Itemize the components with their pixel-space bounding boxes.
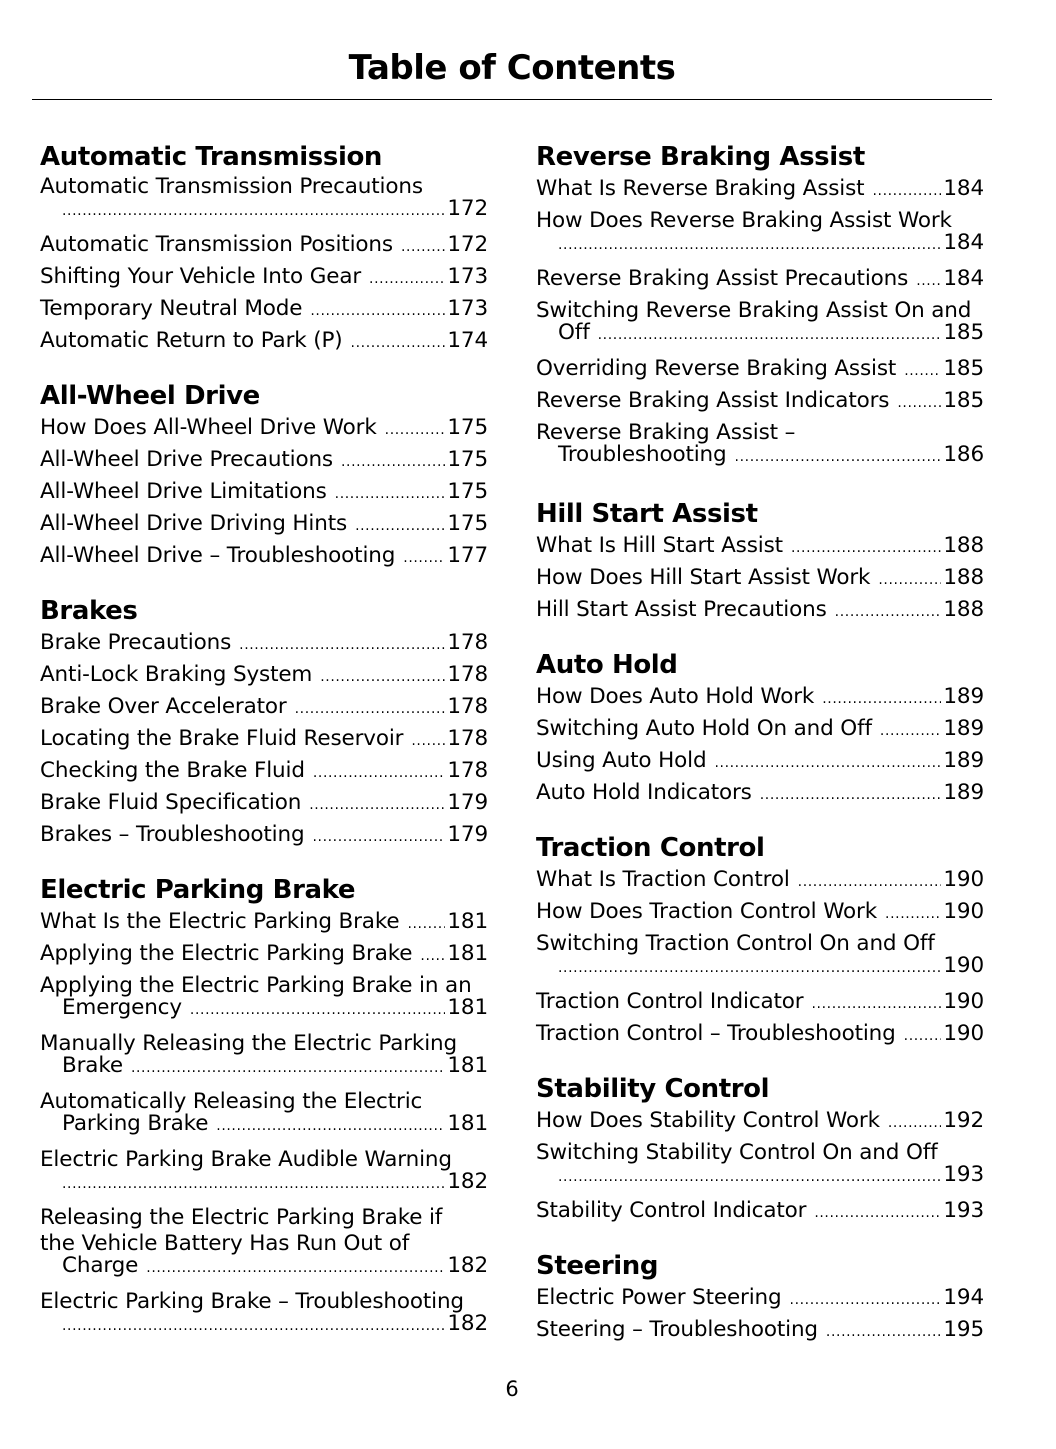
entry-title: Brakes – Troubleshooting	[40, 822, 305, 847]
entry-title: Brake Precautions	[40, 630, 232, 655]
entry-page-number: 181	[447, 1111, 488, 1136]
entry-title: What Is Reverse Braking Assist	[536, 176, 865, 201]
toc-entry-what-is-reverse-braking-assist[interactable]	[536, 174, 984, 206]
entry-page-number: 186	[943, 442, 984, 467]
entry-row	[40, 939, 488, 971]
entry-title: Locating the Brake Fluid Reservoir	[40, 726, 404, 751]
entry-row	[40, 1313, 488, 1337]
dot-leader	[822, 682, 941, 714]
toc-section-hill-start-assist	[536, 499, 984, 627]
entry-row	[536, 386, 984, 418]
toc-entry-applying-the-electric-parking-brake-in-an-emergency[interactable]	[40, 975, 488, 1029]
section-heading: Automatic Transmission	[40, 142, 383, 172]
toc-entry-stability-control-indicator[interactable]	[536, 1196, 984, 1228]
entry-row	[536, 987, 984, 1019]
entry-page-number: 190	[943, 953, 984, 978]
toc-section-auto-hold	[536, 650, 984, 810]
toc-entry-electric-parking-brake-audible-warning[interactable]	[40, 1149, 488, 1203]
toc-entry-how-does-stability-control-work[interactable]	[536, 1106, 984, 1138]
dot-leader	[407, 907, 445, 939]
toc-entry-hill-start-assist-precautions[interactable]	[536, 595, 984, 627]
section-heading: Hill Start Assist	[536, 499, 758, 529]
entry-page-number: 188	[943, 565, 984, 590]
entry-title-line: the Vehicle Battery Has Run Out of	[40, 1231, 410, 1256]
toc-section-all-wheel-drive	[40, 381, 488, 573]
entry-page-number: 189	[943, 684, 984, 709]
toc-entry-releasing-the-electric-parking-brake-if-the-vehicle-battery-has-run-out-of-charge[interactable]	[40, 1207, 488, 1287]
toc-entry-how-does-auto-hold-work[interactable]	[536, 682, 984, 714]
toc-entry-switching-reverse-braking-assist-on-and-off[interactable]	[536, 300, 984, 354]
entry-title: All-Wheel Drive Precautions	[40, 447, 333, 472]
dot-leader	[312, 820, 445, 852]
entry-title: Automatic Transmission Positions	[40, 232, 393, 257]
entry-page-number: 193	[943, 1162, 984, 1187]
entry-page-number: 190	[943, 899, 984, 924]
entry-page-number: 179	[447, 790, 488, 815]
toc-right-column	[536, 142, 984, 1370]
toc-section-traction-control	[536, 833, 984, 1051]
entry-title: Brake Over Accelerator	[40, 694, 287, 719]
toc-entry-shifting-your-vehicle-into-gear[interactable]	[40, 262, 488, 294]
toc-entry-all-wheel-drive-limitations[interactable]	[40, 477, 488, 509]
entry-row	[40, 294, 488, 326]
section-heading: Auto Hold	[536, 650, 678, 680]
dot-leader	[411, 724, 445, 756]
entry-row	[40, 509, 488, 541]
entry-page-number: 189	[943, 780, 984, 805]
entry-row	[536, 1283, 984, 1315]
toc-entry-reverse-braking-assist-precautions[interactable]	[536, 264, 984, 296]
entry-title: Applying the Electric Parking Brake	[40, 941, 413, 966]
dot-leader	[904, 1019, 942, 1051]
entry-title-line: Applying the Electric Parking Brake in an	[40, 973, 472, 998]
entry-page-number: 189	[943, 716, 984, 741]
section-heading: Traction Control	[536, 833, 765, 863]
toc-section-automatic-transmission	[40, 142, 488, 358]
dot-leader	[558, 955, 941, 979]
toc-entry-electric-power-steering[interactable]	[536, 1283, 984, 1315]
toc-entry-switching-traction-control-on-and-off[interactable]	[536, 933, 984, 987]
dot-leader	[351, 326, 446, 358]
dot-leader	[885, 897, 941, 929]
entry-row	[40, 1171, 488, 1195]
entry-row	[536, 1315, 984, 1347]
entry-row	[40, 230, 488, 262]
toc-entry-switching-auto-hold-on-and-off[interactable]	[536, 714, 984, 746]
entry-title: How Does Auto Hold Work	[536, 684, 815, 709]
toc-entry-how-does-all-wheel-drive-work[interactable]	[40, 413, 488, 445]
entry-page-number: 190	[943, 867, 984, 892]
toc-entry-anti-lock-braking-system[interactable]	[40, 660, 488, 692]
entry-title-line: Electric Parking Brake Audible Warning	[40, 1147, 452, 1172]
section-heading: Brakes	[40, 596, 138, 626]
toc-entry-reverse-braking-assist-troubleshooting[interactable]	[536, 422, 984, 476]
dot-leader	[355, 509, 445, 541]
entry-title: All-Wheel Drive Driving Hints	[40, 511, 348, 536]
dot-leader	[904, 354, 941, 386]
entry-row	[40, 1255, 488, 1279]
entry-page-number: 178	[447, 758, 488, 783]
dot-leader	[790, 1283, 942, 1315]
entry-page-number: 190	[943, 1021, 984, 1046]
dot-leader	[313, 756, 446, 788]
entry-title-line: Automatically Releasing the Electric	[40, 1089, 423, 1114]
entry-title-line: How Does Reverse Braking Assist Work	[536, 208, 952, 233]
entry-title-line: Electric Parking Brake – Troubleshooting	[40, 1289, 464, 1314]
section-heading: Reverse Braking Assist	[536, 142, 865, 172]
dot-leader	[791, 531, 941, 563]
entry-row	[40, 262, 488, 294]
dot-leader	[341, 445, 445, 477]
title-divider	[32, 99, 992, 100]
toc-entry-auto-hold-indicators[interactable]	[536, 778, 984, 810]
entry-title: Parking Brake	[62, 1111, 209, 1136]
entry-title: How Does Traction Control Work	[536, 899, 878, 924]
entry-page-number: 182	[447, 1169, 488, 1194]
dot-leader	[403, 541, 445, 573]
entry-page-number: 172	[447, 196, 488, 221]
entry-title-line: Switching Reverse Braking Assist On and	[536, 298, 972, 323]
entry-page-number: 179	[447, 822, 488, 847]
dot-leader	[295, 692, 446, 724]
entry-row	[40, 660, 488, 692]
dot-leader	[239, 628, 445, 660]
entry-title: Overriding Reverse Braking Assist	[536, 356, 897, 381]
entry-title: Shifting Your Vehicle Into Gear	[40, 264, 362, 289]
section-heading: All-Wheel Drive	[40, 381, 260, 411]
entry-row	[40, 724, 488, 756]
toc-entry-applying-the-electric-parking-brake[interactable]	[40, 939, 488, 971]
entry-row	[536, 531, 984, 563]
entry-row	[536, 232, 984, 256]
entry-row	[536, 322, 984, 346]
entry-page-number: 189	[943, 748, 984, 773]
dot-leader	[916, 264, 941, 296]
entry-row	[40, 541, 488, 573]
entry-page-number: 181	[447, 941, 488, 966]
dot-leader	[598, 322, 942, 346]
entry-title: Reverse Braking Assist Indicators	[536, 388, 890, 413]
entry-page-number: 175	[447, 479, 488, 504]
entry-page-number: 193	[943, 1198, 984, 1223]
entry-title: Checking the Brake Fluid	[40, 758, 305, 783]
dot-leader	[760, 778, 942, 810]
entry-title: Switching Auto Hold On and Off	[536, 716, 872, 741]
toc-section-brakes	[40, 596, 488, 852]
page-title: Table of Contents	[348, 48, 676, 88]
entry-title: Anti-Lock Braking System	[40, 662, 313, 687]
entry-title: What Is Traction Control	[536, 867, 790, 892]
toc-entry-manually-releasing-the-electric-parking-brake[interactable]	[40, 1033, 488, 1087]
toc-entry-locating-the-brake-fluid-reservoir[interactable]	[40, 724, 488, 756]
dot-leader	[320, 660, 445, 692]
entry-title-line: Releasing the Electric Parking Brake if	[40, 1205, 443, 1230]
dot-leader	[420, 939, 445, 971]
entry-row	[40, 997, 488, 1021]
dot-leader	[146, 1255, 445, 1279]
entry-page-number: 188	[943, 597, 984, 622]
entry-page-number: 177	[447, 543, 488, 568]
dot-leader	[401, 230, 445, 262]
entry-page-number: 184	[943, 176, 984, 201]
toc-section-stability-control	[536, 1074, 984, 1228]
entry-page-number: 175	[447, 511, 488, 536]
toc-entry-all-wheel-drive-troubleshooting[interactable]	[40, 541, 488, 573]
entry-page-number: 192	[943, 1108, 984, 1133]
entry-title: Auto Hold Indicators	[536, 780, 752, 805]
entry-page-number: 181	[447, 1053, 488, 1078]
entry-title: Reverse Braking Assist Precautions	[536, 266, 909, 291]
entry-page-number: 173	[447, 264, 488, 289]
entry-row	[40, 1113, 488, 1137]
page-number: 6	[505, 1377, 519, 1401]
entry-row	[536, 714, 984, 746]
toc-entry-how-does-reverse-braking-assist-work[interactable]	[536, 210, 984, 264]
dot-leader	[878, 563, 941, 595]
toc-entry-what-is-the-electric-parking-brake[interactable]	[40, 907, 488, 939]
entry-page-number: 178	[447, 630, 488, 655]
entry-title: Charge	[62, 1253, 139, 1278]
entry-title: What Is Hill Start Assist	[536, 533, 783, 558]
toc-section-electric-parking-brake	[40, 875, 488, 1345]
entry-page-number: 182	[447, 1311, 488, 1336]
entry-page-number: 181	[447, 995, 488, 1020]
entry-row	[40, 692, 488, 724]
entry-page-number: 181	[447, 909, 488, 934]
entry-title: What Is the Electric Parking Brake	[40, 909, 400, 934]
entry-row	[536, 1164, 984, 1188]
entry-row	[536, 897, 984, 929]
dot-leader	[385, 413, 446, 445]
dot-leader	[190, 997, 445, 1021]
entry-row	[536, 1019, 984, 1051]
entry-title-line: Switching Traction Control On and Off	[536, 931, 935, 956]
toc-section-steering	[536, 1251, 984, 1347]
toc-entry-brake-precautions[interactable]	[40, 628, 488, 660]
entry-page-number: 194	[943, 1285, 984, 1310]
entry-row	[536, 1196, 984, 1228]
toc-entry-reverse-braking-assist-indicators[interactable]	[536, 386, 984, 418]
entry-title: Using Auto Hold	[536, 748, 707, 773]
entry-page-number: 175	[447, 447, 488, 472]
dot-leader	[880, 714, 941, 746]
entry-title: Steering – Troubleshooting	[536, 1317, 818, 1342]
entry-title: How Does All-Wheel Drive Work	[40, 415, 377, 440]
toc-entry-automatic-return-to-park-p[interactable]	[40, 326, 488, 358]
entry-row	[40, 477, 488, 509]
entry-row	[536, 682, 984, 714]
entry-page-number: 178	[447, 726, 488, 751]
entry-title: How Does Stability Control Work	[536, 1108, 880, 1133]
dot-leader	[62, 1171, 445, 1195]
dot-leader	[62, 198, 445, 222]
entry-title-line: Switching Stability Control On and Off	[536, 1140, 938, 1165]
entry-row	[40, 820, 488, 852]
section-heading: Steering	[536, 1251, 659, 1281]
entry-title: Stability Control Indicator	[536, 1198, 807, 1223]
dot-leader	[835, 595, 942, 627]
toc-entry-brakes-troubleshooting[interactable]	[40, 820, 488, 852]
section-heading: Stability Control	[536, 1074, 770, 1104]
entry-row	[40, 445, 488, 477]
entry-row	[536, 563, 984, 595]
entry-title: Automatic Return to Park (P)	[40, 328, 343, 353]
entry-title: Temporary Neutral Mode	[40, 296, 303, 321]
entry-row	[536, 955, 984, 979]
dot-leader	[558, 1164, 941, 1188]
dot-leader	[814, 1196, 941, 1228]
toc-entry-all-wheel-drive-precautions[interactable]	[40, 445, 488, 477]
entry-title: How Does Hill Start Assist Work	[536, 565, 871, 590]
toc-entry-switching-stability-control-on-and-off[interactable]	[536, 1142, 984, 1196]
toc-entry-how-does-hill-start-assist-work[interactable]	[536, 563, 984, 595]
entry-title: Traction Control – Troubleshooting	[536, 1021, 896, 1046]
toc-section-reverse-braking-assist	[536, 142, 984, 476]
entry-row	[536, 1106, 984, 1138]
dot-leader	[714, 746, 941, 778]
toc-entry-checking-the-brake-fluid[interactable]	[40, 756, 488, 788]
dot-leader	[62, 1313, 445, 1337]
entry-page-number: 185	[943, 320, 984, 345]
dot-leader	[872, 174, 941, 206]
dot-leader	[310, 294, 445, 326]
entry-title: Electric Power Steering	[536, 1285, 782, 1310]
entry-title: Troubleshooting	[558, 442, 727, 467]
entry-page-number: 182	[447, 1253, 488, 1278]
entry-page-number: 188	[943, 533, 984, 558]
entry-page-number: 175	[447, 415, 488, 440]
entry-row	[536, 354, 984, 386]
entry-title-line: Reverse Braking Assist –	[536, 420, 796, 445]
toc-entry-steering-troubleshooting[interactable]	[536, 1315, 984, 1347]
entry-title: Brake Fluid Specification	[40, 790, 302, 815]
dot-leader	[826, 1315, 941, 1347]
entry-page-number: 195	[943, 1317, 984, 1342]
entry-page-number: 190	[943, 989, 984, 1014]
entry-title-line: Automatic Transmission Precautions	[40, 174, 423, 199]
entry-row	[40, 907, 488, 939]
entry-row	[536, 174, 984, 206]
toc-entry-automatic-transmission-positions[interactable]	[40, 230, 488, 262]
entry-page-number: 185	[943, 388, 984, 413]
entry-row	[536, 444, 984, 468]
toc-entry-overriding-reverse-braking-assist[interactable]	[536, 354, 984, 386]
entry-row	[40, 756, 488, 788]
dot-leader	[309, 788, 445, 820]
entry-title-line: Manually Releasing the Electric Parking	[40, 1031, 458, 1056]
toc-entry-using-auto-hold[interactable]	[536, 746, 984, 778]
entry-page-number: 184	[943, 230, 984, 255]
entry-row	[40, 198, 488, 222]
dot-leader	[798, 865, 942, 897]
toc-entry-what-is-traction-control[interactable]	[536, 865, 984, 897]
entry-row	[40, 628, 488, 660]
dot-leader	[897, 386, 941, 418]
toc-entry-brake-over-accelerator[interactable]	[40, 692, 488, 724]
entry-title: Off	[558, 320, 590, 345]
entry-row	[536, 595, 984, 627]
entry-title: All-Wheel Drive – Troubleshooting	[40, 543, 396, 568]
entry-page-number: 173	[447, 296, 488, 321]
toc-entry-what-is-hill-start-assist[interactable]	[536, 531, 984, 563]
toc-entry-temporary-neutral-mode[interactable]	[40, 294, 488, 326]
dot-leader	[735, 444, 942, 468]
entry-page-number: 174	[447, 328, 488, 353]
dot-leader	[812, 987, 942, 1019]
toc-entry-traction-control-troubleshooting[interactable]	[536, 1019, 984, 1051]
toc-entry-how-does-traction-control-work[interactable]	[536, 897, 984, 929]
dot-leader	[369, 262, 445, 294]
dot-leader	[131, 1055, 445, 1079]
dot-leader	[888, 1106, 942, 1138]
entry-title: Emergency	[62, 995, 182, 1020]
toc-entry-all-wheel-drive-driving-hints[interactable]	[40, 509, 488, 541]
entry-title: Hill Start Assist Precautions	[536, 597, 827, 622]
dot-leader	[216, 1113, 445, 1137]
entry-page-number: 178	[447, 694, 488, 719]
entry-row	[536, 264, 984, 296]
section-heading: Electric Parking Brake	[40, 875, 356, 905]
entry-title: All-Wheel Drive Limitations	[40, 479, 327, 504]
entry-row	[40, 326, 488, 358]
toc-left-column	[40, 142, 488, 1368]
entry-row	[536, 746, 984, 778]
dot-leader	[558, 232, 941, 256]
toc-entry-electric-parking-brake-troubleshooting[interactable]	[40, 1291, 488, 1345]
entry-page-number: 178	[447, 662, 488, 687]
dot-leader	[335, 477, 446, 509]
entry-row	[40, 413, 488, 445]
toc-entry-traction-control-indicator[interactable]	[536, 987, 984, 1019]
toc-entry-brake-fluid-specification[interactable]	[40, 788, 488, 820]
entry-row	[536, 778, 984, 810]
entry-page-number: 185	[943, 356, 984, 381]
entry-title: Traction Control Indicator	[536, 989, 804, 1014]
entry-row	[40, 788, 488, 820]
entry-page-number: 184	[943, 266, 984, 291]
entry-row	[40, 1055, 488, 1079]
toc-entry-automatically-releasing-the-electric-parking-brake[interactable]	[40, 1091, 488, 1145]
entry-title: Brake	[62, 1053, 123, 1078]
entry-page-number: 172	[447, 232, 488, 257]
entry-row	[536, 865, 984, 897]
toc-entry-automatic-transmission-precautions[interactable]	[40, 176, 488, 230]
